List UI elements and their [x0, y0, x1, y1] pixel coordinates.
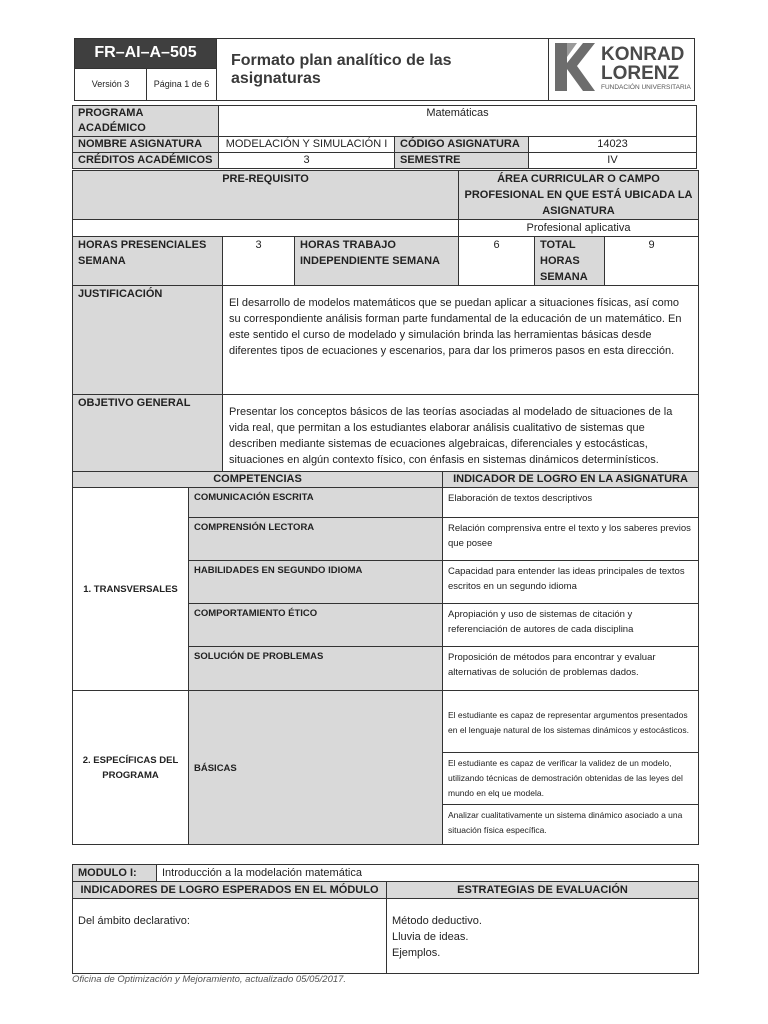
total-horas-value: 9	[605, 237, 699, 286]
prerequisito-value	[73, 220, 459, 237]
nombre-label: NOMBRE ASIGNATURA	[73, 137, 219, 153]
indicador-header: INDICADOR DE LOGRO EN LA ASIGNATURA	[443, 472, 699, 488]
codigo-value: 14023	[529, 137, 697, 153]
justificacion-label: JUSTIFICACIÓN	[73, 286, 223, 395]
competencia-name: COMPORTAMIENTO ÉTICO	[189, 604, 443, 647]
modulo-table	[72, 864, 699, 974]
competencia-name: HABILIDADES EN SEGUNDO IDIOMA	[189, 561, 443, 604]
modulo-title: Introducción a la modelación matemática	[157, 865, 699, 882]
transversales-label: 1. TRANSVERSALES	[73, 488, 189, 691]
basicas-label: BÁSICAS	[189, 691, 443, 845]
semestre-label: SEMESTRE	[395, 153, 529, 169]
estrategias-list	[387, 899, 699, 974]
programa-label: PROGRAMA ACADÉMICO	[73, 106, 219, 137]
competencia-indicator: Proposición de métodos para encontrar y evaluar alternativas de solución de problemas dados.	[443, 647, 699, 691]
objetivo-text: Presentar los conceptos básicos de las teorías asociadas al modelado de situaciones de la vida real, que permitan a los estudiantes elaborar análisis cualitativo de sistemas que describen mediante sistemas de ecuaciones algebraicas, diferenciales y estocásticas, situaciones en algún contexto físico, con énfasis en sistemas dinámicos determinísticos.	[223, 395, 699, 486]
especifica-indicator: El estudiante es capaz de representar argumentos presentados en el lenguaje natural de los sistemas dinámicos y estocásticos.	[443, 691, 699, 753]
document-title: Formato plan analítico de las asignaturas	[217, 39, 549, 101]
horas-trabajo-label: HORAS TRABAJO INDEPENDIENTE SEMANA	[295, 237, 459, 286]
estrategia-item: Método deductivo.	[392, 915, 482, 927]
page-label: Página 1 de 6	[147, 68, 217, 100]
indicadores-modulo-header: INDICADORES DE LOGRO ESPERADOS EN EL MÓDULO	[73, 882, 387, 899]
especifica-indicator: Analizar cualitativamente un sistema dinámico asociado a una situación física específica.	[443, 805, 699, 845]
modulo-label: MODULO I:	[73, 865, 157, 882]
horas-presenciales-value: 3	[223, 237, 295, 286]
program-info-table	[72, 105, 697, 169]
especificas-label: 2. ESPECÍFICAS DEL PROGRAMA	[73, 691, 189, 845]
especifica-indicator: El estudiante es capaz de verificar la validez de un modelo, utilizando técnicas de demostración obtenidas de las leyes del mundo en elq ue modela.	[443, 753, 699, 805]
svg-text:KONRAD: KONRAD	[601, 44, 685, 65]
competencia-indicator: Relación comprensiva entre el texto y los saberes previos que posee	[443, 518, 699, 561]
course-details-table	[72, 170, 699, 486]
area-value: Profesional aplicativa	[459, 220, 699, 237]
horas-trabajo-value: 6	[459, 237, 535, 286]
estrategias-header: ESTRATEGIAS DE EVALUACIÓN	[387, 882, 699, 899]
semestre-value: IV	[529, 153, 697, 169]
competencia-name: COMPRENSIÓN LECTORA	[189, 518, 443, 561]
document-header	[74, 38, 695, 101]
form-code: FR–AI–A–505	[75, 39, 217, 69]
konrad-lorenz-logo	[549, 39, 695, 101]
programa-value: Matemáticas	[219, 106, 697, 137]
svg-text:LORENZ: LORENZ	[601, 63, 680, 84]
competencias-header: COMPETENCIAS	[73, 472, 443, 488]
creditos-label: CRÉDITOS ACADÉMICOS	[73, 153, 219, 169]
version-label: Versión 3	[75, 68, 147, 100]
codigo-label: CÓDIGO ASIGNATURA	[395, 137, 529, 153]
total-horas-label: TOTAL HORAS SEMANA	[535, 237, 605, 286]
nombre-value: MODELACIÓN Y SIMULACIÓN I	[219, 137, 395, 153]
competencias-table	[72, 471, 699, 845]
estrategia-item: Ejemplos.	[392, 947, 441, 959]
estrategia-item: Lluvia de ideas.	[392, 931, 469, 943]
ambito-declarativo: Del ámbito declarativo:	[73, 899, 387, 974]
competencia-name: COMUNICACIÓN ESCRITA	[189, 488, 443, 518]
footer-note: Oficina de Optimización y Mejoramiento, actualizado 05/05/2017.	[72, 974, 347, 985]
svg-text:FUNDACIÓN UNIVERSITARIA: FUNDACIÓN UNIVERSITARIA	[601, 84, 691, 91]
justificacion-text: El desarrollo de modelos matemáticos que se puedan aplicar a situaciones físicas, así como su correspondiente análisis forman parte fundamental de la educación de un matemático. En este sentido el curso de modelado y simulación brinda las herramientas básicas desde diferentes tipos de ecuaciones y escenarios, para dar los primeros pasos en esta dirección.	[223, 286, 699, 395]
prerequisito-label: PRE-REQUISITO	[73, 171, 459, 220]
competencia-indicator: Capacidad para entender las ideas principales de textos escritos en un segundo idioma	[443, 561, 699, 604]
horas-presenciales-label: HORAS PRESENCIALES SEMANA	[73, 237, 223, 286]
objetivo-label: OBJETIVO GENERAL	[73, 395, 223, 486]
competencia-indicator: Elaboración de textos descriptivos	[443, 488, 699, 518]
creditos-value: 3	[219, 153, 395, 169]
competencia-name: SOLUCIÓN DE PROBLEMAS	[189, 647, 443, 691]
competencia-indicator: Apropiación y uso de sistemas de citación y referenciación de autores de cada disciplina	[443, 604, 699, 647]
area-label: ÁREA CURRICULAR O CAMPO PROFESIONAL EN QUE ESTÁ UBICADA LA ASIGNATURA	[459, 171, 699, 220]
